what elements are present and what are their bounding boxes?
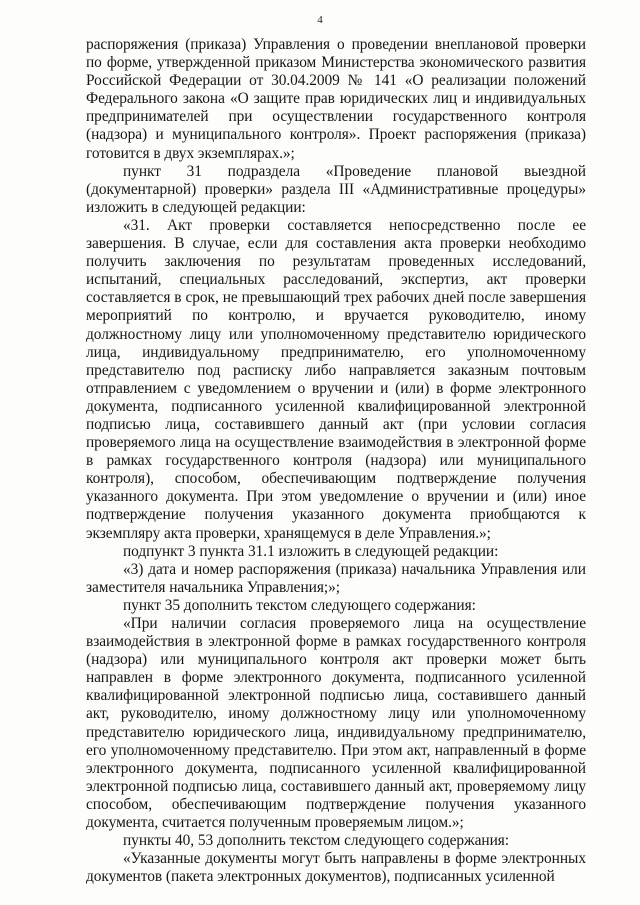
- paragraph: «31. Акт проверки составляется непосредственно после ее завершения. В случае, если для составления акта проверки необходимо получить заключения по результатам проведенных исследований, испытаний, специальных расследований, экспертиз, акт проверки составляется в срок, не превышающий трех рабочих дней после завершения мероприятий по контролю, и вручается руководителю, иному должностному лицу или уполномоченному представителю юридического лица, индивидуальному предпринимателю, его уполномоченному представителю под расписку либо направляется заказным почтовым отправлением с уведомлением о вручении и (или) в форме электронного документа, подписанного усиленной квалифицированной электронной подписью лица, составившего данный акт (при условии согласия проверяемого лица на осуществление взаимодействия в электронной форме в рамках государственного контроля (надзора) или муниципального контроля), способом, обеспечивающим подтверждение получения указанного документа. При этом уведомление о вручении и (или) иное подтверждение получения указанного документа приобщаются к экземпляру акта проверки, хранящемуся в деле Управления.»;: [86, 216, 586, 542]
- document-body: [86, 36, 586, 886]
- page-number: 4: [317, 14, 323, 26]
- paragraph: подпункт 3 пункта 31.1 изложить в следующей редакции:: [123, 542, 499, 560]
- paragraph: распоряжения (приказа) Управления о проведении внеплановой проверки по форме, утвержденной приказом Министерства экономического развития Российской Федерации от 30.04.2009 № 141 «О реализации положений Федерального закона «О защите прав юридических лиц и индивидуальных предпринимателей при осуществлении государственного контроля (надзора) и муниципального контроля». Проект распоряжения (приказа) готовится в двух экземплярах.»;: [86, 36, 586, 162]
- paragraph: пункт 31 подраздела «Проведение плановой выездной (документарной) проверки» раздела III «Административные процедуры» изложить в следующей редакции:: [86, 162, 586, 216]
- paragraph: «Указанные документы могут быть направлены в форме электронных документов (пакета электронных документов), подписанных усиленной: [86, 850, 586, 886]
- paragraph: пункт 35 дополнить текстом следующего содержания:: [123, 596, 476, 614]
- paragraph: пункты 40, 53 дополнить текстом следующего содержания:: [123, 832, 510, 850]
- paragraph: «3) дата и номер распоряжения (приказа) начальника Управления или заместителя начальника Управления;»;: [86, 560, 586, 596]
- paragraph: «При наличии согласия проверяемого лица на осуществление взаимодействия в электронной форме в рамках государственного контроля (надзора) или муниципального контроля акт проверки может быть направлен в форме электронного документа, подписанного усиленной квалифицированной электронной подписью лица, составившего данный акт, руководителю, иному должностному лицу или уполномоченному представителю юридического лица, индивидуальному предпринимателю, его уполномоченному представителю. При этом акт, направленный в форме электронного документа, подписанного усиленной квалифицированной электронной подписью лица, составившего данный акт, проверяемому лицу способом, обеспечивающим подтверждение получения указанного документа, считается полученным проверяемым лицом.»;: [86, 615, 586, 832]
